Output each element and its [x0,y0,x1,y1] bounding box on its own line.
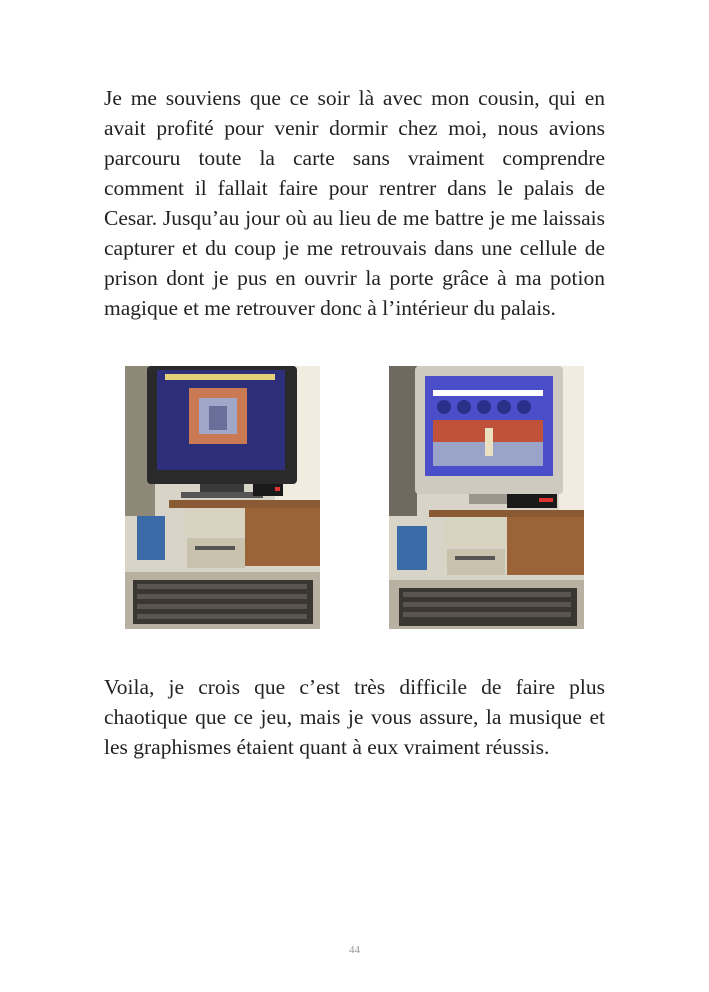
photo-computer-palace-screen [389,366,584,629]
paragraph-1: Je me souviens que ce soir là avec mon cousin, qui en avait profité pour venir dormir chez moi, nous avions parcouru toute la carte sans vraiment comprendre comment il fallait faire pour rentrer dans le palais de Cesar. Jusqu’au jour où au lieu de me battre je me laissais capturer et du coup je me retrouvais dans une cellule de prison dont je pus en ouvrir la porte grâce à ma potion magique et me retrouver donc à l’intérieur du palais. [104,86,605,320]
page-number: 44 [349,944,360,956]
photo-computer-prison-screen [125,366,320,629]
paragraph-2: Voila, je crois que c’est très difficile de faire plus chaotique que ce jeu, mais je vous assure, la musique et les graphismes étaient quant à eux vraiment réussis. [104,675,605,759]
